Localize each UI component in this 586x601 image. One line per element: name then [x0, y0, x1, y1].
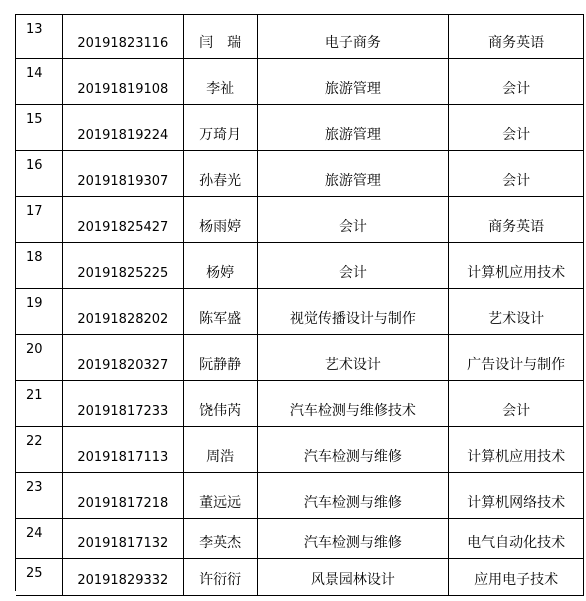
table-row — [16, 243, 584, 289]
student-id: 20191828202 — [63, 289, 184, 335]
target-major: 计算机网络技术 — [449, 473, 584, 519]
original-major: 汽车检测与维修 — [258, 427, 450, 473]
table-row — [16, 15, 584, 59]
transfer-table — [15, 14, 584, 591]
student-name: 饶伟芮 — [184, 381, 258, 427]
student-name: 阮静静 — [184, 335, 258, 381]
table-row — [16, 473, 584, 519]
table-row — [16, 381, 584, 427]
target-major: 应用电子技术 — [449, 559, 584, 596]
table-row — [16, 559, 584, 596]
row-number: 18 — [16, 243, 63, 289]
student-name: 陈军盛 — [184, 289, 258, 335]
table-row — [16, 59, 584, 105]
original-major: 会计 — [258, 197, 450, 243]
student-id: 20191817218 — [63, 473, 184, 519]
student-name: 杨婷 — [184, 243, 258, 289]
student-name: 周浩 — [184, 427, 258, 473]
target-major: 计算机应用技术 — [449, 243, 584, 289]
student-id: 20191819307 — [63, 151, 184, 197]
student-name: 董远远 — [184, 473, 258, 519]
target-major: 广告设计与制作 — [449, 335, 584, 381]
row-number: 23 — [16, 473, 63, 519]
target-major: 会计 — [449, 381, 584, 427]
original-major: 旅游管理 — [258, 105, 450, 151]
student-id: 20191819224 — [63, 105, 184, 151]
row-number: 24 — [16, 519, 63, 559]
row-number: 14 — [16, 59, 63, 105]
row-number: 21 — [16, 381, 63, 427]
target-major: 商务英语 — [449, 197, 584, 243]
student-name: 孙春光 — [184, 151, 258, 197]
target-major: 会计 — [449, 105, 584, 151]
row-number: 17 — [16, 197, 63, 243]
original-major: 风景园林设计 — [258, 559, 450, 596]
student-name: 李英杰 — [184, 519, 258, 559]
table-row — [16, 197, 584, 243]
target-major: 会计 — [449, 59, 584, 105]
original-major: 电子商务 — [258, 15, 450, 59]
row-number: 20 — [16, 335, 63, 381]
row-number: 22 — [16, 427, 63, 473]
student-name: 许衍衍 — [184, 559, 258, 596]
original-major: 汽车检测与维修 — [258, 473, 450, 519]
target-major: 商务英语 — [449, 15, 584, 59]
row-number: 19 — [16, 289, 63, 335]
target-major: 电气自动化技术 — [449, 519, 584, 559]
student-id: 20191817233 — [63, 381, 184, 427]
student-id: 20191817132 — [63, 519, 184, 559]
row-number: 15 — [16, 105, 63, 151]
student-id: 20191817113 — [63, 427, 184, 473]
table-row — [16, 519, 584, 559]
student-name: 李祉 — [184, 59, 258, 105]
original-major: 汽车检测与维修技术 — [258, 381, 450, 427]
student-id: 20191820327 — [63, 335, 184, 381]
table-row — [16, 335, 584, 381]
original-major: 会计 — [258, 243, 450, 289]
row-number: 16 — [16, 151, 63, 197]
student-id: 20191829332 — [63, 559, 184, 596]
table-row — [16, 105, 584, 151]
student-id: 20191825427 — [63, 197, 184, 243]
student-id: 20191819108 — [63, 59, 184, 105]
original-major: 汽车检测与维修 — [258, 519, 450, 559]
student-id: 20191825225 — [63, 243, 184, 289]
original-major: 旅游管理 — [258, 59, 450, 105]
student-name: 万琦月 — [184, 105, 258, 151]
row-number: 13 — [16, 15, 63, 59]
table-row — [16, 427, 584, 473]
table-row — [16, 289, 584, 335]
student-name: 闫 瑞 — [184, 15, 258, 59]
original-major: 视觉传播设计与制作 — [258, 289, 450, 335]
original-major: 艺术设计 — [258, 335, 450, 381]
target-major: 计算机应用技术 — [449, 427, 584, 473]
student-id: 20191823116 — [63, 15, 184, 59]
row-number: 25 — [16, 559, 63, 596]
student-name: 杨雨婷 — [184, 197, 258, 243]
target-major: 艺术设计 — [449, 289, 584, 335]
target-major: 会计 — [449, 151, 584, 197]
table-row — [16, 151, 584, 197]
original-major: 旅游管理 — [258, 151, 450, 197]
